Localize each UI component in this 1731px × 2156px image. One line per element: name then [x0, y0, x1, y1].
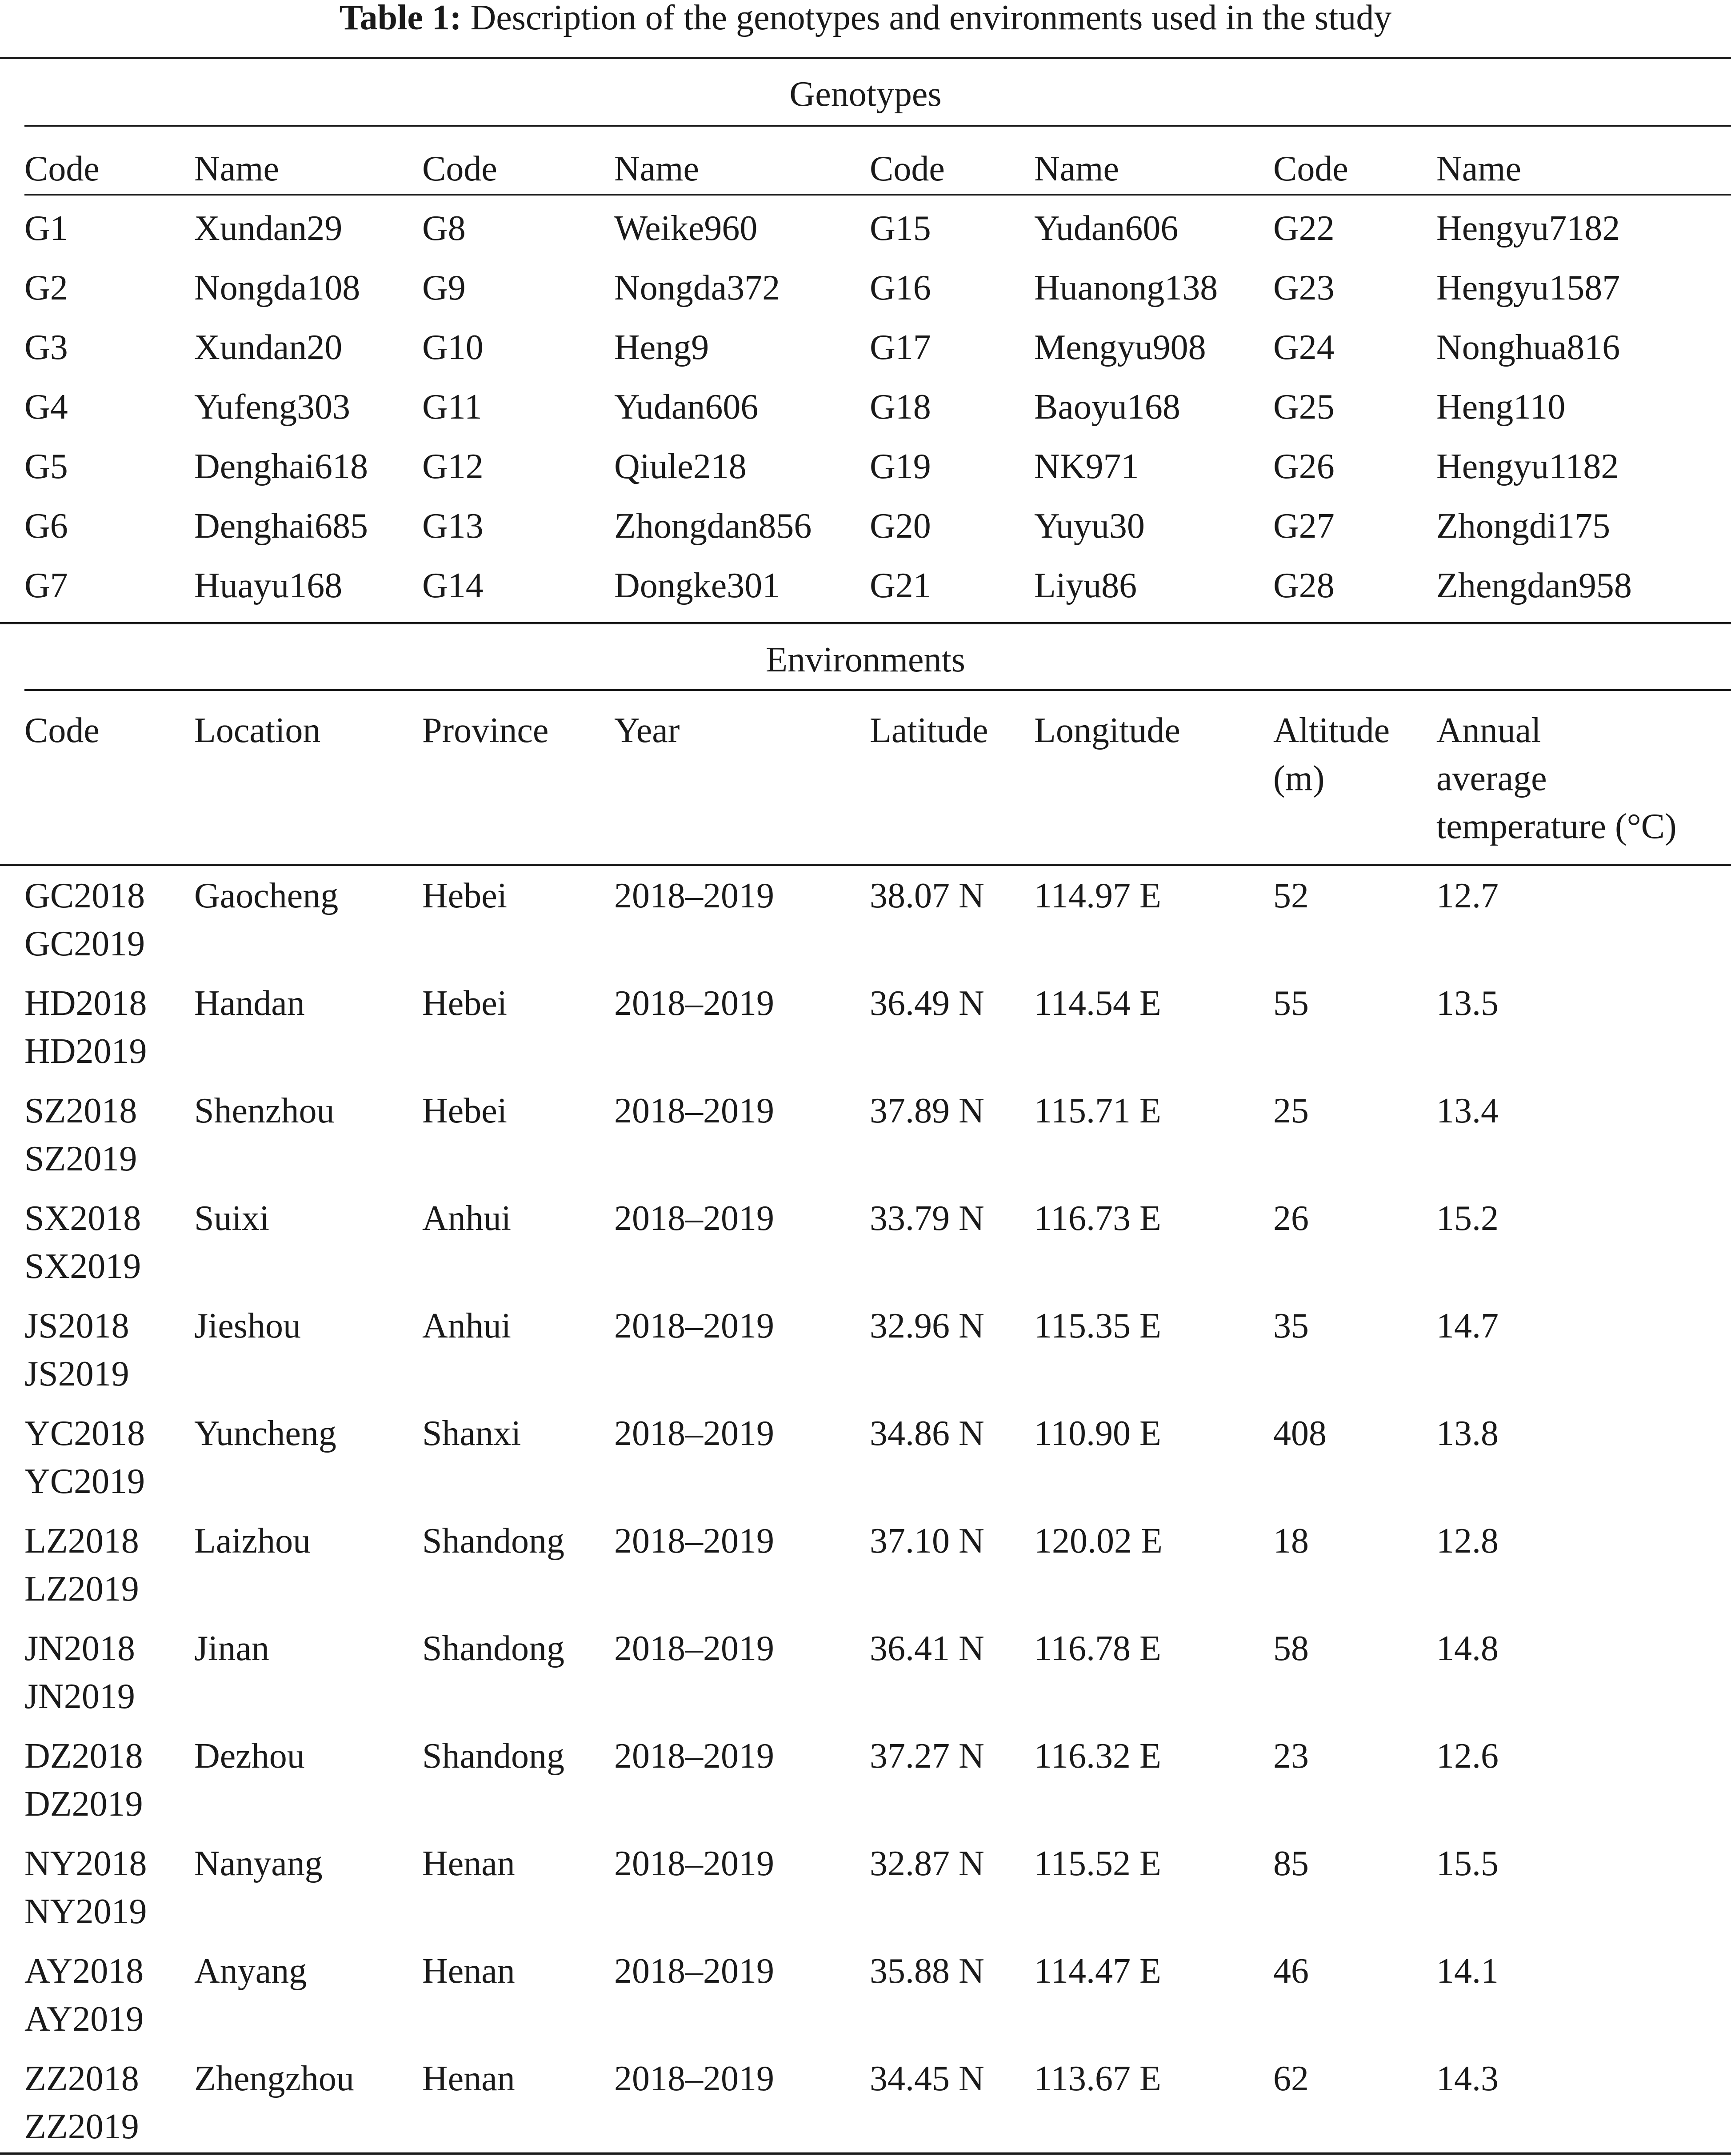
environment-header-province: Province [422, 711, 549, 750]
environment-header-temperature: Annual average temperature (°C) [1436, 711, 1677, 846]
genotype-header-name: Name [194, 149, 280, 188]
genotype-cell-code: G14 [422, 566, 484, 605]
environment-cell-longitude: 116.32 E [1034, 1737, 1161, 1776]
environment-cell-latitude: 34.86 N [870, 1414, 984, 1453]
environment-cell-year: 2018–2019 [614, 1952, 774, 1991]
environment-cell-code: DZ2018 DZ2019 [24, 1737, 143, 1824]
genotype-cell-name: Yufeng303 [194, 387, 351, 427]
genotype-cell-code: G24 [1273, 328, 1335, 367]
environment-cell-year: 2018–2019 [614, 1521, 774, 1561]
environment-cell-code: JN2018 JN2019 [24, 1629, 135, 1716]
environment-cell-code: LZ2018 LZ2019 [24, 1521, 139, 1609]
environments-header-rule [0, 864, 1731, 866]
genotype-header-code: Code [24, 149, 100, 188]
environment-cell-code: GC2018 GC2019 [24, 876, 145, 963]
genotype-header-code: Code [1273, 149, 1348, 188]
environment-cell-longitude: 114.97 E [1034, 876, 1161, 915]
environment-cell-altitude: 46 [1273, 1952, 1309, 1991]
genotype-cell-code: G21 [870, 566, 931, 605]
environment-cell-temperature: 14.1 [1436, 1952, 1499, 1991]
genotype-cell-name: Yudan606 [614, 387, 759, 427]
environment-cell-year: 2018–2019 [614, 984, 774, 1023]
environment-cell-latitude: 33.79 N [870, 1199, 984, 1238]
environments-section-title: Environments [766, 640, 965, 679]
genotype-cell-code: G3 [24, 328, 68, 367]
environment-cell-location: Laizhou [194, 1521, 311, 1561]
environment-cell-year: 2018–2019 [614, 1737, 774, 1776]
environment-header-longitude: Longitude [1034, 711, 1180, 750]
environment-cell-altitude: 62 [1273, 2059, 1309, 2098]
environment-cell-longitude: 116.78 E [1034, 1629, 1161, 1668]
environment-cell-year: 2018–2019 [614, 1199, 774, 1238]
environment-cell-altitude: 18 [1273, 1521, 1309, 1561]
environment-cell-longitude: 113.67 E [1034, 2059, 1161, 2098]
environment-cell-code: JS2018 JS2019 [24, 1306, 129, 1393]
environment-header-code: Code [24, 711, 100, 750]
genotype-cell-name: Denghai685 [194, 507, 368, 546]
environment-cell-latitude: 36.41 N [870, 1629, 984, 1668]
genotype-cell-name: Zhongdi175 [1436, 507, 1611, 546]
environment-cell-province: Henan [422, 1844, 515, 1883]
environment-cell-year: 2018–2019 [614, 1414, 774, 1453]
environment-header-latitude: Latitude [870, 711, 988, 750]
environment-cell-location: Jinan [194, 1629, 269, 1668]
environment-header-location: Location [194, 711, 321, 750]
genotype-cell-code: G28 [1273, 566, 1335, 605]
section-divider-rule [0, 622, 1731, 624]
environment-cell-temperature: 12.6 [1436, 1737, 1499, 1776]
environment-cell-year: 2018–2019 [614, 1091, 774, 1130]
genotype-cell-name: Heng110 [1436, 387, 1566, 427]
environments-title-rule [24, 689, 1731, 691]
environment-cell-location: Suixi [194, 1199, 269, 1238]
genotype-header-code: Code [422, 149, 497, 188]
genotype-cell-name: Denghai618 [194, 447, 368, 486]
environment-cell-latitude: 32.96 N [870, 1306, 984, 1346]
genotype-cell-name: Liyu86 [1034, 566, 1137, 605]
genotype-cell-code: G20 [870, 507, 931, 546]
environment-cell-longitude: 114.47 E [1034, 1952, 1161, 1991]
genotype-cell-name: Hengyu7182 [1436, 209, 1620, 248]
environment-cell-code: NY2018 NY2019 [24, 1844, 147, 1931]
genotype-cell-code: G5 [24, 447, 68, 486]
genotype-cell-name: Nonghua816 [1436, 328, 1620, 367]
genotype-cell-name: Zhongdan856 [614, 507, 812, 546]
environment-cell-location: Anyang [194, 1952, 307, 1991]
environment-cell-code: AY2018 AY2019 [24, 1952, 144, 2039]
environment-cell-location: Shenzhou [194, 1091, 335, 1130]
genotype-cell-name: Huanong138 [1034, 268, 1218, 307]
genotype-cell-code: G18 [870, 387, 931, 427]
environment-header-year: Year [614, 711, 680, 750]
environment-cell-code: HD2018 HD2019 [24, 984, 147, 1071]
environment-cell-year: 2018–2019 [614, 876, 774, 915]
environment-cell-province: Hebei [422, 876, 508, 915]
genotype-header-name: Name [614, 149, 700, 188]
genotype-cell-name: Nongda372 [614, 268, 780, 307]
genotype-header-name: Name [1436, 149, 1522, 188]
genotype-cell-code: G7 [24, 566, 68, 605]
environment-cell-altitude: 408 [1273, 1414, 1327, 1453]
genotype-cell-name: Baoyu168 [1034, 387, 1180, 427]
environment-cell-altitude: 85 [1273, 1844, 1309, 1883]
environment-cell-province: Hebei [422, 984, 508, 1023]
environment-cell-altitude: 26 [1273, 1199, 1309, 1238]
genotype-cell-code: G12 [422, 447, 484, 486]
environment-cell-province: Henan [422, 1952, 515, 1991]
environment-cell-province: Hebei [422, 1091, 508, 1130]
genotype-cell-name: Zhengdan958 [1436, 566, 1632, 605]
genotype-cell-code: G22 [1273, 209, 1335, 248]
environment-cell-year: 2018–2019 [614, 2059, 774, 2098]
environment-cell-temperature: 15.2 [1436, 1199, 1499, 1238]
genotype-cell-name: Nongda108 [194, 268, 360, 307]
genotype-cell-name: Xundan29 [194, 209, 343, 248]
genotype-header-name: Name [1034, 149, 1119, 188]
genotypes-section-title: Genotypes [789, 75, 942, 114]
environment-cell-year: 2018–2019 [614, 1306, 774, 1346]
environment-cell-province: Henan [422, 2059, 515, 2098]
environment-cell-longitude: 115.52 E [1034, 1844, 1161, 1883]
bottom-rule [0, 2152, 1731, 2155]
genotype-cell-name: Weike960 [614, 209, 758, 248]
environment-cell-temperature: 13.4 [1436, 1091, 1499, 1130]
environment-cell-latitude: 36.49 N [870, 984, 984, 1023]
environment-cell-province: Shandong [422, 1521, 564, 1561]
environment-cell-code: YC2018 YC2019 [24, 1414, 145, 1501]
environment-cell-altitude: 52 [1273, 876, 1309, 915]
genotype-cell-name: Mengyu908 [1034, 328, 1206, 367]
environment-cell-latitude: 37.10 N [870, 1521, 984, 1561]
genotype-cell-name: Dongke301 [614, 566, 780, 605]
environment-header-altitude: Altitude (m) [1273, 711, 1390, 798]
genotype-cell-code: G8 [422, 209, 466, 248]
environment-cell-year: 2018–2019 [614, 1844, 774, 1883]
environment-cell-latitude: 32.87 N [870, 1844, 984, 1883]
genotypes-title-rule [24, 125, 1731, 127]
environment-cell-longitude: 115.35 E [1034, 1306, 1161, 1346]
environment-cell-temperature: 12.8 [1436, 1521, 1499, 1561]
environment-cell-longitude: 116.73 E [1034, 1199, 1161, 1238]
environment-cell-province: Anhui [422, 1199, 511, 1238]
environment-cell-year: 2018–2019 [614, 1629, 774, 1668]
genotype-cell-code: G6 [24, 507, 68, 546]
table-caption [0, 0, 1731, 40]
environment-cell-altitude: 35 [1273, 1306, 1309, 1346]
environment-cell-location: Nanyang [194, 1844, 323, 1883]
genotype-cell-name: Xundan20 [194, 328, 343, 367]
environment-cell-altitude: 58 [1273, 1629, 1309, 1668]
environment-cell-latitude: 34.45 N [870, 2059, 984, 2098]
environment-cell-location: Gaocheng [194, 876, 339, 915]
environment-cell-longitude: 120.02 E [1034, 1521, 1163, 1561]
environment-cell-longitude: 114.54 E [1034, 984, 1161, 1023]
genotype-cell-code: G26 [1273, 447, 1335, 486]
genotype-cell-code: G17 [870, 328, 931, 367]
environment-cell-longitude: 110.90 E [1034, 1414, 1161, 1453]
environment-cell-province: Anhui [422, 1306, 511, 1346]
environment-cell-longitude: 115.71 E [1034, 1091, 1161, 1130]
genotype-cell-code: G11 [422, 387, 482, 427]
environment-cell-location: Zhengzhou [194, 2059, 354, 2098]
environment-cell-altitude: 23 [1273, 1737, 1309, 1776]
genotypes-header-rule [24, 194, 1731, 196]
environment-cell-temperature: 14.3 [1436, 2059, 1499, 2098]
genotype-cell-name: Hengyu1587 [1436, 268, 1620, 307]
environment-cell-altitude: 55 [1273, 984, 1309, 1023]
environment-cell-temperature: 12.7 [1436, 876, 1499, 915]
environment-cell-latitude: 38.07 N [870, 876, 984, 915]
environment-cell-altitude: 25 [1273, 1091, 1309, 1130]
genotype-cell-code: G23 [1273, 268, 1335, 307]
genotype-cell-name: Yudan606 [1034, 209, 1179, 248]
genotype-cell-name: Hengyu1182 [1436, 447, 1619, 486]
genotype-cell-code: G4 [24, 387, 68, 427]
environment-cell-location: Dezhou [194, 1737, 305, 1776]
environment-cell-code: SZ2018 SZ2019 [24, 1091, 137, 1178]
genotype-cell-code: G1 [24, 209, 68, 248]
environment-cell-temperature: 14.7 [1436, 1306, 1499, 1346]
environment-cell-location: Yuncheng [194, 1414, 336, 1453]
genotype-cell-code: G16 [870, 268, 931, 307]
environment-cell-latitude: 35.88 N [870, 1952, 984, 1991]
genotype-cell-code: G19 [870, 447, 931, 486]
environment-cell-temperature: 14.8 [1436, 1629, 1499, 1668]
caption-text: Description of the genotypes and environments used in the study [470, 0, 1392, 37]
genotype-cell-code: G15 [870, 209, 931, 248]
environment-cell-latitude: 37.89 N [870, 1091, 984, 1130]
environment-cell-code: ZZ2018 ZZ2019 [24, 2059, 139, 2146]
environment-cell-province: Shanxi [422, 1414, 521, 1453]
environment-cell-temperature: 15.5 [1436, 1844, 1499, 1883]
environment-cell-latitude: 37.27 N [870, 1737, 984, 1776]
genotype-cell-code: G27 [1273, 507, 1335, 546]
genotype-header-code: Code [870, 149, 945, 188]
genotype-cell-name: NK971 [1034, 447, 1139, 486]
genotype-cell-code: G10 [422, 328, 484, 367]
environment-cell-location: Handan [194, 984, 305, 1023]
genotype-cell-code: G13 [422, 507, 484, 546]
environment-cell-province: Shandong [422, 1737, 564, 1776]
environment-cell-code: SX2018 SX2019 [24, 1199, 141, 1286]
caption-label: Table 1: [339, 0, 462, 37]
genotype-cell-code: G2 [24, 268, 68, 307]
genotype-cell-name: Yuyu30 [1034, 507, 1145, 546]
genotype-cell-name: Heng9 [614, 328, 709, 367]
genotype-cell-code: G9 [422, 268, 466, 307]
genotype-cell-name: Huayu168 [194, 566, 343, 605]
environment-cell-temperature: 13.5 [1436, 984, 1499, 1023]
top-rule [0, 57, 1731, 59]
genotype-cell-name: Qiule218 [614, 447, 747, 486]
environment-cell-province: Shandong [422, 1629, 564, 1668]
genotype-cell-code: G25 [1273, 387, 1335, 427]
environment-cell-location: Jieshou [194, 1306, 301, 1346]
environment-cell-temperature: 13.8 [1436, 1414, 1499, 1453]
